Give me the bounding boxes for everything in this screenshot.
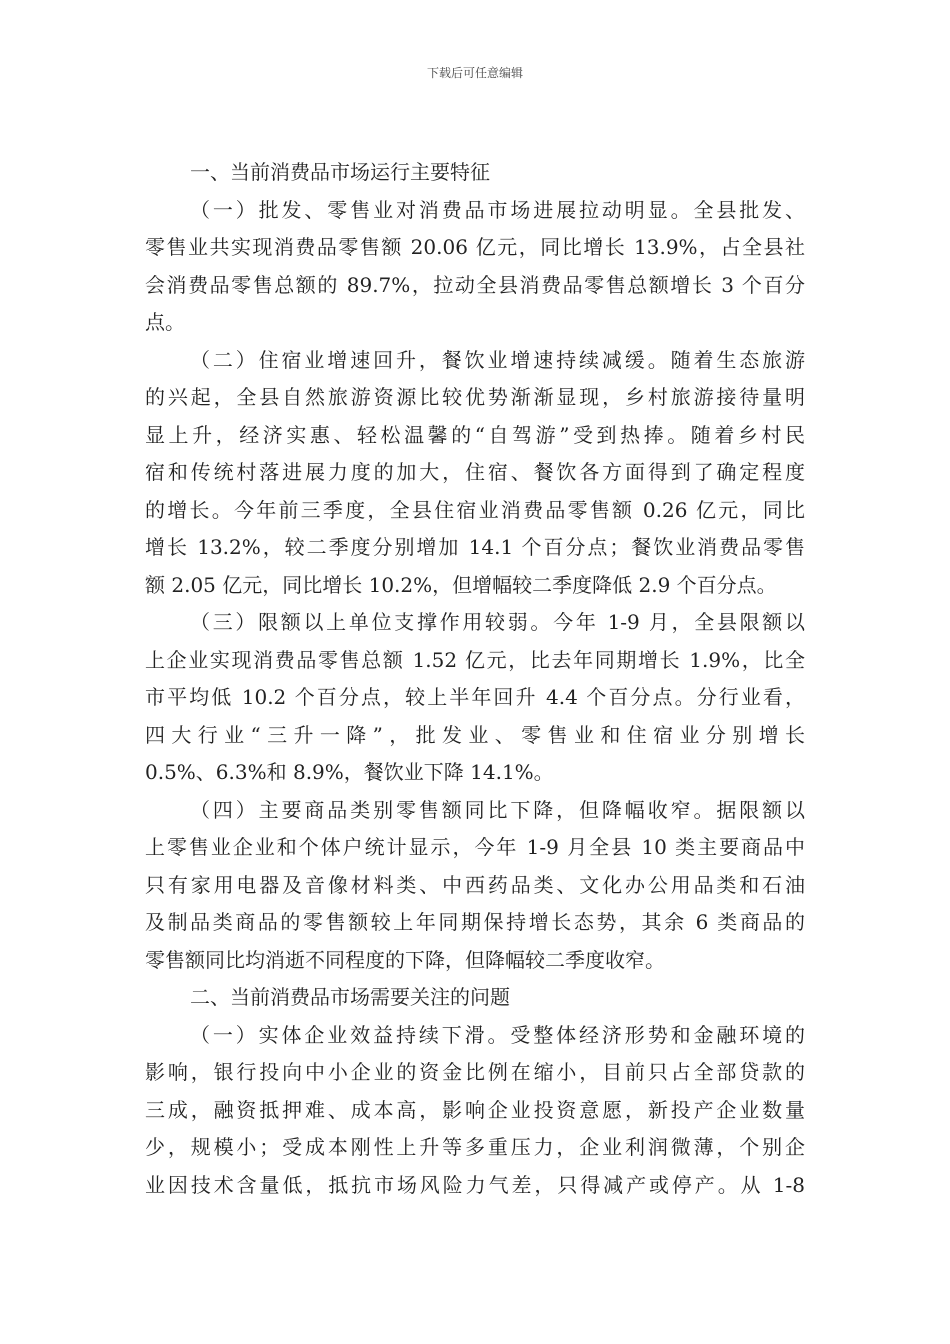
paragraph-line: （四）主要商品类别零售额同比下降，但降幅收窄。据限额以 [190, 797, 805, 822]
paragraph-line: 影响，银行投向中小企业的资金比例在缩小，目前只占全部贷款的 [145, 1060, 805, 1084]
paragraph-line: 会消费品零售总额的 89.7%，拉动全县消费品零售总额增长 3 个百分 [145, 272, 805, 297]
paragraph-line: 少，规模小；受成本刚性上升等多重压力，企业利润微薄，个别企 [145, 1135, 805, 1159]
paragraph-line: 增长 13.2%，较二季度分别增加 14.1 个百分点；餐饮业消费品零售 [145, 535, 805, 559]
document-body [145, 154, 805, 1204]
paragraph-line: 点。 [145, 310, 185, 334]
paragraph-line: 的兴起，全县自然旅游资源比较优势渐渐显现，乡村旅游接待量明 [145, 385, 805, 409]
paragraph-line: 显上升，经济实惠、轻松温馨的“自驾游”受到热捧。随着乡村民 [145, 422, 805, 447]
paragraph-line: 0.5%、6.3%和 8.9%，餐饮业下降 14.1%。 [145, 760, 554, 784]
paragraph-line: 只有家用电器及音像材料类、中西药品类、文化办公用品类和石油 [145, 872, 805, 897]
section-heading-1: 一、当前消费品市场运行主要特征 [190, 160, 490, 184]
paragraph-line: 零售业共实现消费品零售额 20.06 亿元，同比增长 13.9%，占全县社 [145, 235, 805, 259]
paragraph-line: （一）实体企业效益持续下滑。受整体经济形势和金融环境的 [190, 1022, 805, 1047]
paragraph-line: 四大行业“三升一降”，批发业、零售业和住宿业分别增长 [145, 722, 805, 747]
section-heading-2: 二、当前消费品市场需要关注的问题 [190, 985, 510, 1009]
page-header: 下载后可任意编辑 [426, 66, 523, 80]
paragraph-line: 及制品类商品的零售额较上年同期保持增长态势，其余 6 类商品的 [145, 910, 805, 934]
paragraph-line: 零售额同比均消逝不同程度的下降，但降幅较二季度收窄。 [145, 947, 665, 972]
paragraph-line: 额 2.05 亿元，同比增长 10.2%，但增幅较二季度降低 2.9 个百分点。 [145, 572, 777, 597]
paragraph-line: 市平均低 10.2 个百分点，较上半年回升 4.4 个百分点。分行业看， [145, 685, 805, 709]
paragraph-line: （三）限额以上单位支撑作用较弱。今年 1-9 月，全县限额以 [190, 610, 805, 634]
paragraph-line: 的增长。今年前三季度，全县住宿业消费品零售额 0.26 亿元，同比 [145, 497, 805, 522]
paragraph-line: 宿和传统村落进展力度的加大，住宿、餐饮各方面得到了确定程度 [145, 460, 805, 484]
paragraph-line: （一）批发、零售业对消费品市场进展拉动明显。全县批发、 [190, 197, 805, 222]
paragraph-line: 三成，融资抵押难、成本高，影响企业投资意愿，新投产企业数量 [145, 1097, 805, 1122]
paragraph-line: （二）住宿业增速回升，餐饮业增速持续减缓。随着生态旅游 [190, 347, 805, 372]
paragraph-line: 上零售业企业和个体户统计显示，今年 1-9 月全县 10 类主要商品中 [145, 835, 805, 859]
paragraph-line: 上企业实现消费品零售总额 1.52 亿元，比去年同期增长 1.9%，比全 [145, 647, 805, 672]
paragraph-line: 业因技术含量低，抵抗市场风险力气差，只得减产或停产。从 1-8 [145, 1172, 805, 1197]
